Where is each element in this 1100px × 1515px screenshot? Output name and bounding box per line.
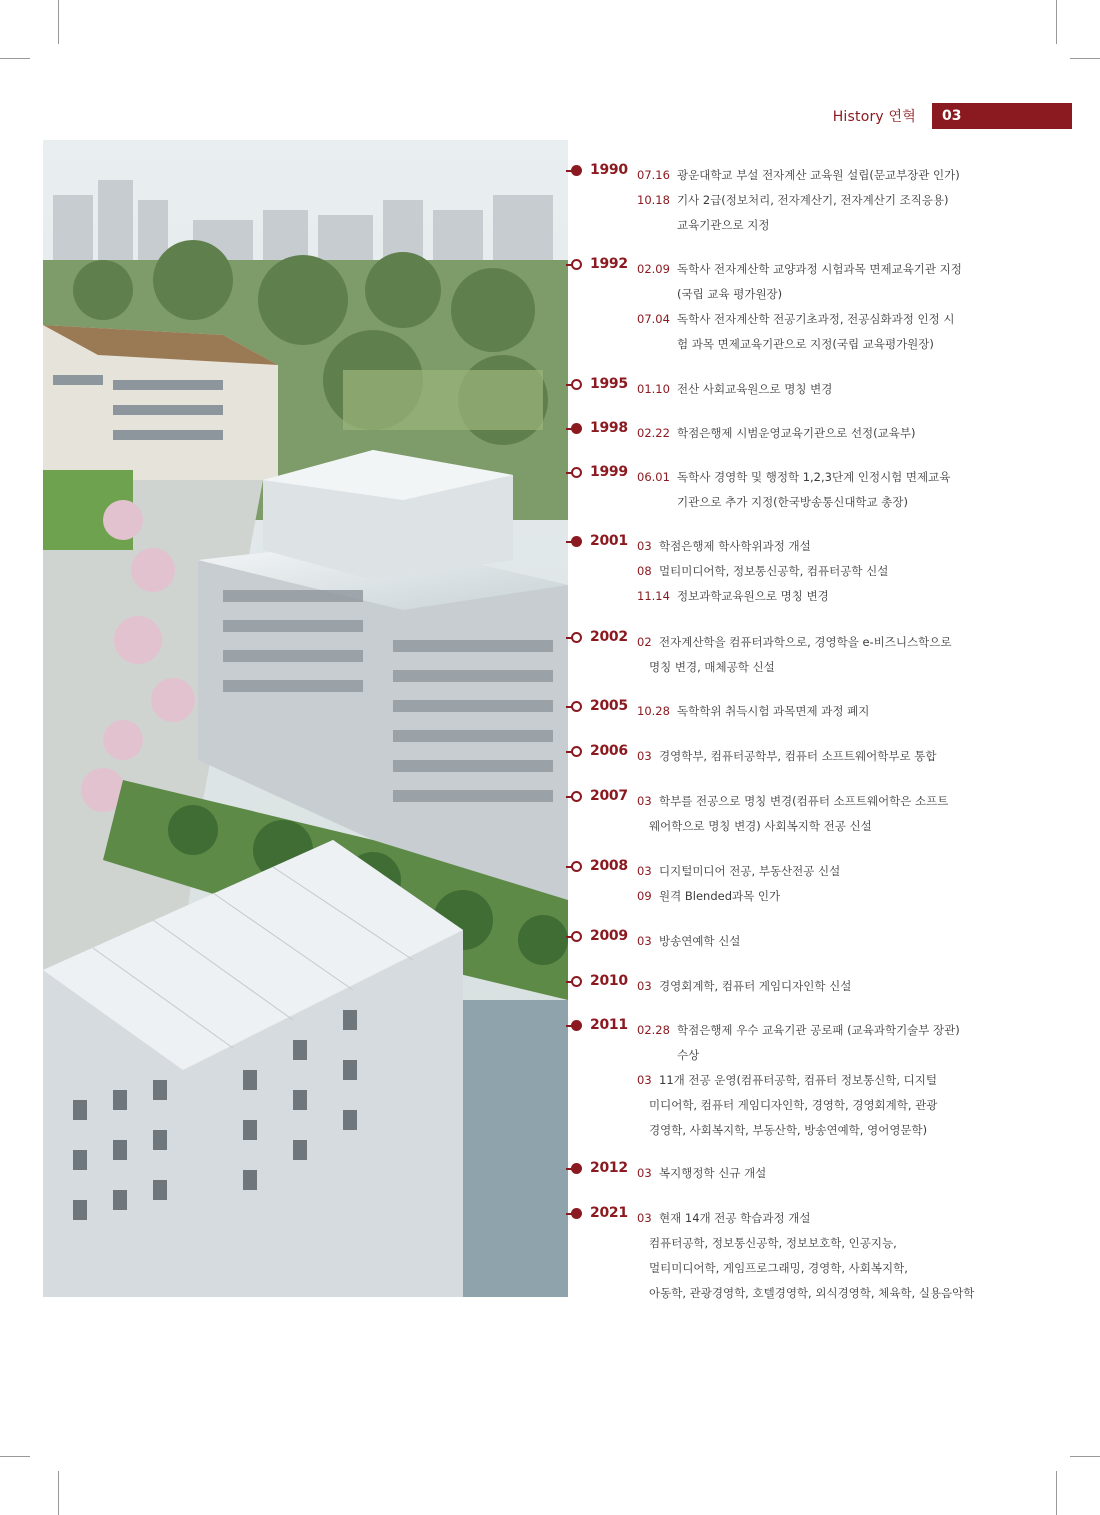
event-date: 01.10 <box>637 382 670 396</box>
event-text: 학점은행제 학사학위과정 개설 <box>659 539 811 553</box>
event-text: 전산 사회교육원으로 명칭 변경 <box>677 382 833 396</box>
event-date: 03 <box>637 539 652 553</box>
event-text: 정보과학교육원으로 명칭 변경 <box>677 589 829 603</box>
timeline-marker-icon <box>566 791 586 803</box>
timeline-event <box>637 859 1077 884</box>
event-text: 멀티미디어학, 정보통신공학, 컴퓨터공학 신설 <box>659 564 889 578</box>
event-text: 명칭 변경, 매체공학 신설 <box>649 660 775 674</box>
timeline-event <box>637 584 1077 609</box>
timeline-year: 1999 <box>590 464 628 480</box>
event-date: 03 <box>637 1211 652 1225</box>
timeline-marker-icon <box>566 1163 586 1175</box>
event-date: 10.28 <box>637 704 670 718</box>
timeline-year: 2001 <box>590 533 628 549</box>
event-date: 07.16 <box>637 168 670 182</box>
timeline-year: 2021 <box>590 1205 628 1221</box>
event-text: 미디어학, 컴퓨터 게임디자인학, 경영학, 경영회계학, 관광 <box>649 1098 938 1112</box>
crop-mark <box>58 1471 59 1515</box>
crop-mark <box>1070 1456 1100 1457</box>
timeline-event <box>637 929 1077 954</box>
timeline-event <box>637 744 1077 769</box>
timeline-year: 1990 <box>590 162 628 178</box>
timeline-event <box>637 559 1077 584</box>
event-text: 독학사 전자계산학 전공기초과정, 전공심화과정 인정 시 <box>677 312 955 326</box>
event-text: 기사 2급(정보처리, 전자계산기, 전자계산기 조직응용) <box>677 193 949 207</box>
page-header <box>833 103 1072 129</box>
timeline-event <box>637 421 1077 446</box>
crop-mark <box>1070 58 1100 59</box>
timeline-year: 1998 <box>590 420 628 436</box>
event-text: 디지털미디어 전공, 부동산전공 신설 <box>659 864 841 878</box>
event-date: 02.09 <box>637 262 670 276</box>
timeline-marker-icon <box>566 423 586 435</box>
event-text: 교육기관으로 지정 <box>677 218 770 232</box>
timeline-year: 2010 <box>590 973 628 989</box>
event-date: 02.28 <box>637 1023 670 1037</box>
timeline-marker-icon <box>566 259 586 271</box>
timeline-year: 1992 <box>590 256 628 272</box>
timeline-marker-icon <box>566 1020 586 1032</box>
crop-mark <box>0 58 30 59</box>
event-text: 학부를 전공으로 명칭 변경(컴퓨터 소프트웨어학은 소프트 <box>659 794 949 808</box>
crop-mark <box>1056 0 1057 44</box>
timeline-event <box>637 163 1077 188</box>
event-date: 02.22 <box>637 426 670 440</box>
event-text: (국립 교육 평가원장) <box>677 287 783 301</box>
event-date: 08 <box>637 564 652 578</box>
timeline-marker-icon <box>566 931 586 943</box>
event-text: 웨어학으로 명칭 변경) 사회복지학 전공 신설 <box>649 819 872 833</box>
crop-mark <box>58 0 59 44</box>
page-number: 03 <box>932 103 1072 129</box>
timeline-event <box>637 1068 1077 1143</box>
event-date: 11.14 <box>637 589 670 603</box>
crop-mark <box>1056 1471 1057 1515</box>
timeline-marker-icon <box>566 976 586 988</box>
event-date: 03 <box>637 1073 652 1087</box>
timeline-event <box>637 1206 1077 1306</box>
event-text: 경영학부, 컴퓨터공학부, 컴퓨터 소프트웨어학부로 통합 <box>659 749 937 763</box>
event-date: 03 <box>637 1166 652 1180</box>
event-text: 원격 Blended과목 인가 <box>659 889 781 903</box>
timeline-year: 2007 <box>590 788 628 804</box>
timeline-event <box>637 699 1077 724</box>
event-text: 광운대학교 부설 전자계산 교육원 설립(문교부장관 인가) <box>677 168 960 182</box>
event-date: 03 <box>637 979 652 993</box>
timeline-year: 2005 <box>590 698 628 714</box>
event-date: 03 <box>637 934 652 948</box>
event-text: 복지행정학 신규 개설 <box>659 1166 767 1180</box>
timeline-event <box>637 534 1077 559</box>
timeline-marker-icon <box>566 701 586 713</box>
timeline-marker-icon <box>566 1208 586 1220</box>
event-text: 학점은행제 시범운영교육기관으로 선정(교육부) <box>677 426 916 440</box>
timeline-event <box>637 465 1077 515</box>
event-text: 독학학위 취득시험 과목면제 과정 폐지 <box>677 704 870 718</box>
timeline-marker-icon <box>566 632 586 644</box>
timeline-marker-icon <box>566 379 586 391</box>
event-text: 험 과목 면제교육기관으로 지정(국립 교육평가원장) <box>677 337 934 351</box>
event-text: 독학사 전자계산학 교양과정 시험과목 면제교육기관 지정 <box>677 262 962 276</box>
event-text: 전자계산학을 컴퓨터과학으로, 경영학을 e-비즈니스학으로 <box>659 635 952 649</box>
timeline-marker-icon <box>566 536 586 548</box>
campus-aerial-illustration <box>43 140 568 1297</box>
timeline-event <box>637 789 1077 839</box>
event-date: 03 <box>637 794 652 808</box>
timeline-event <box>637 884 1077 909</box>
timeline-event <box>637 257 1077 307</box>
event-date: 10.18 <box>637 193 670 207</box>
crop-mark <box>0 1456 30 1457</box>
timeline-year: 2008 <box>590 858 628 874</box>
event-text: 11개 전공 운영(컴퓨터공학, 컴퓨터 정보통신학, 디지털 <box>659 1073 937 1087</box>
event-text: 방송연예학 신설 <box>659 934 741 948</box>
timeline-year: 2002 <box>590 629 628 645</box>
timeline-event <box>637 377 1077 402</box>
timeline-event <box>637 630 1077 680</box>
timeline-marker-icon <box>566 165 586 177</box>
timeline-year: 2011 <box>590 1017 628 1033</box>
timeline-marker-icon <box>566 746 586 758</box>
timeline-year: 2006 <box>590 743 628 759</box>
event-text: 기관으로 추가 지정(한국방송통신대학교 총장) <box>677 495 909 509</box>
timeline-year: 2012 <box>590 1160 628 1176</box>
event-date: 02 <box>637 635 652 649</box>
timeline-event <box>637 307 1077 357</box>
section-title: History 연혁 <box>832 109 916 125</box>
timeline-event <box>637 1018 1077 1068</box>
timeline-event <box>637 1161 1077 1186</box>
timeline-year: 1995 <box>590 376 628 392</box>
event-text: 독학사 경영학 및 행정학 1,2,3단계 인정시험 면제교육 <box>677 470 951 484</box>
event-date: 07.04 <box>637 312 670 326</box>
event-text: 현재 14개 전공 학습과정 개설 <box>659 1211 811 1225</box>
timeline-event <box>637 974 1077 999</box>
event-text: 아동학, 관광경영학, 호텔경영학, 외식경영학, 체육학, 실용음악학 <box>649 1286 975 1300</box>
event-text: 경영회계학, 컴퓨터 게임디자인학 신설 <box>659 979 852 993</box>
event-date: 03 <box>637 864 652 878</box>
event-text: 학점은행제 우수 교육기관 공로패 (교육과학기술부 장관) <box>677 1023 960 1037</box>
event-text: 수상 <box>677 1048 700 1062</box>
event-date: 09 <box>637 889 652 903</box>
timeline-event <box>637 188 1077 238</box>
timeline-year: 2009 <box>590 928 628 944</box>
timeline-marker-icon <box>566 467 586 479</box>
event-text: 경영학, 사회복지학, 부동산학, 방송연예학, 영어영문학) <box>649 1123 928 1137</box>
event-text: 멀티미디어학, 게임프로그래밍, 경영학, 사회복지학, <box>649 1261 908 1275</box>
event-date: 03 <box>637 749 652 763</box>
event-text: 컴퓨터공학, 정보통신공학, 정보보호학, 인공지능, <box>649 1236 897 1250</box>
event-date: 06.01 <box>637 470 670 484</box>
timeline-marker-icon <box>566 861 586 873</box>
